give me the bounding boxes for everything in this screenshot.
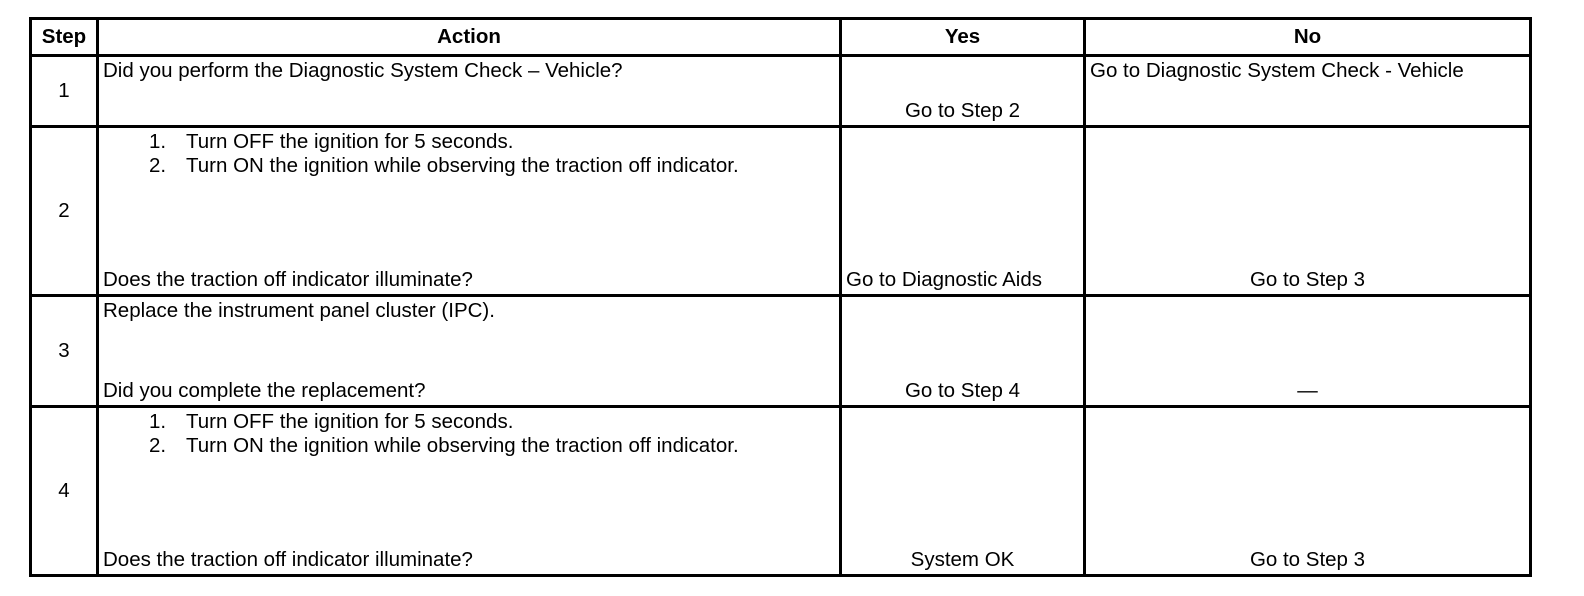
question-text: Did you complete the replacement?	[103, 379, 426, 402]
table-row	[31, 296, 1531, 407]
yes-result: System OK	[841, 407, 1085, 576]
header-action: Action	[98, 19, 841, 56]
action-cell	[98, 127, 841, 296]
substep-text: Turn ON the ignition while observing the traction off indicator.	[186, 154, 739, 177]
substep	[103, 130, 835, 154]
header-step: Step	[31, 19, 98, 56]
question-text: Does the traction off indicator illuminate?	[103, 548, 473, 571]
substep-number: 1.	[149, 130, 167, 153]
table-row	[31, 127, 1531, 296]
question-text: Does the traction off indicator illuminate?	[103, 268, 473, 291]
substep-list	[103, 130, 835, 178]
substep-number: 1.	[149, 410, 167, 433]
action-cell	[98, 296, 841, 407]
action-cell	[98, 407, 841, 576]
yes-result: Go to Step 4	[841, 296, 1085, 407]
substep-number: 2.	[149, 434, 167, 457]
action-text: Did you perform the Diagnostic System Check – Vehicle?	[98, 56, 841, 127]
yes-result: Go to Step 2	[841, 56, 1085, 127]
header-no: No	[1085, 19, 1531, 56]
step-number: 4	[31, 407, 98, 576]
table-row	[31, 56, 1531, 127]
table-row	[31, 407, 1531, 576]
header-yes: Yes	[841, 19, 1085, 56]
step-number: 2	[31, 127, 98, 296]
yes-result: Go to Diagnostic Aids	[841, 127, 1085, 296]
substep-number: 2.	[149, 154, 167, 177]
substep	[103, 410, 835, 434]
no-result: Go to Step 3	[1085, 127, 1531, 296]
diagnostic-table	[29, 17, 1532, 577]
substep-text: Turn OFF the ignition for 5 seconds.	[186, 410, 514, 433]
step-number: 1	[31, 56, 98, 127]
action-text: Replace the instrument panel cluster (IPC).	[103, 299, 495, 322]
substep-list	[103, 410, 835, 458]
substep-text: Turn OFF the ignition for 5 seconds.	[186, 130, 514, 153]
no-result: —	[1085, 296, 1531, 407]
substep	[103, 154, 835, 178]
no-result: Go to Diagnostic System Check - Vehicle	[1085, 56, 1531, 127]
step-number: 3	[31, 296, 98, 407]
header-row	[31, 19, 1531, 56]
substep	[103, 434, 835, 458]
no-result: Go to Step 3	[1085, 407, 1531, 576]
substep-text: Turn ON the ignition while observing the traction off indicator.	[186, 434, 739, 457]
